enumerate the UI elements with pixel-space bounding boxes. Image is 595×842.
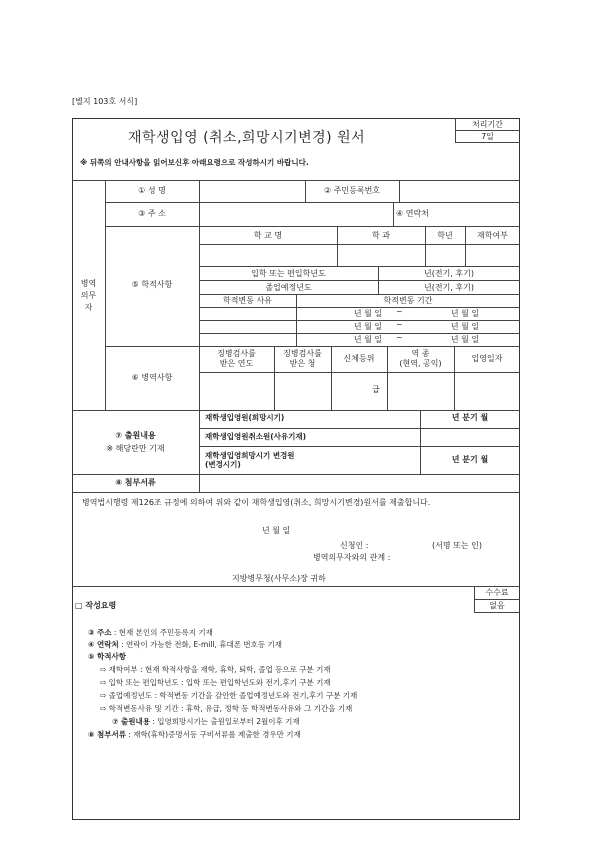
side-label-military-duty: 병역 의무 자 (80, 279, 97, 312)
contact-field[interactable] (440, 203, 519, 225)
cancel-reason-field[interactable] (421, 429, 519, 445)
enlistment-date-header: 입영일자 (471, 354, 503, 363)
application-row-label: 재학생입영원취소원(사유기재) (205, 432, 307, 441)
service-type-field[interactable] (388, 373, 453, 409)
attachments-field[interactable] (200, 475, 519, 491)
period-row-from[interactable]: 년 월 일 (353, 335, 383, 344)
period-row-from[interactable]: 년 월 일 (353, 309, 383, 318)
attachments-label: ⑧ 첨부서류 (115, 478, 156, 487)
exam-year-header: 징병검사를 받은 연도 (217, 349, 256, 368)
grade-field[interactable] (426, 245, 464, 265)
admission-year-label: 입학 또는 편입학년도 (251, 269, 326, 278)
name-label: ① 성 명 (138, 186, 166, 195)
period-row-from[interactable]: 년 월 일 (353, 322, 383, 331)
notice-text: ※ 뒤쪽의 안내사항을 읽어보신후 아래요령으로 작성하시기 바랍니다. (80, 158, 309, 167)
guide-item: ③ 주소 : 현재 본인의 주민등록지 기재 (88, 628, 213, 637)
resident-number-label: ② 주민등록번호 (323, 186, 381, 195)
period-row-to[interactable]: 년 월 일 (450, 309, 480, 318)
guide-item: ⇨ 재학여부 : 현재 학적사항을 재학, 휴학, 퇴학, 졸업 등으로 구분 기재 (100, 665, 331, 674)
date-line[interactable]: 년 월 일 (262, 526, 291, 535)
signature-note[interactable]: (서명 또는 인) (432, 541, 482, 550)
department-field[interactable] (338, 245, 424, 265)
school-name-header: 학 교 명 (253, 231, 283, 240)
declaration-text: 병역법시행령 제126조 규정에 의하여 위와 같이 재학생입영(취소, 희망시기변경)원서를 제출합니다. (82, 498, 431, 507)
application-row-value[interactable]: 년 분기 월 (451, 455, 489, 464)
period-row-to[interactable]: 년 월 일 (450, 322, 480, 331)
guide-item: ④ 연락처 : 연락이 가능한 전화, E-mill, 휴대폰 번호등 기재 (88, 640, 282, 649)
application-note: ※ 해당란만 기재 (106, 444, 165, 453)
exam-year-field[interactable] (200, 373, 273, 409)
guide-item: ⇨ 입학 또는 편입학년도 : 입학 또는 편입학년도와 전기,후기 구분 기재 (100, 678, 331, 687)
department-header: 학 과 (372, 231, 390, 240)
application-row-label: 재학생입영원(희망시기) (205, 413, 285, 422)
form-title: 재학생입영 (취소,희망시기변경) 원서 (128, 130, 366, 146)
resident-number-field[interactable] (400, 181, 519, 201)
service-type-header: 역 종 (현역, 공익) (399, 349, 442, 368)
addressee: 지방병무청(사무소)장 귀하 (232, 574, 326, 583)
admission-year-value[interactable]: 년(전기, 후기) (424, 269, 474, 278)
change-reason-label: 학적변동 사유 (223, 296, 272, 305)
grade-header: 학년 (437, 231, 453, 240)
physical-grade-header: 신체등위 (343, 354, 375, 363)
exam-office-header: 징병검사를 받은 청 (283, 349, 322, 368)
applicant-label: 신청인 : (340, 541, 369, 550)
enlistment-date-field[interactable] (455, 373, 519, 409)
name-field[interactable] (200, 181, 304, 201)
physical-grade-field[interactable]: 급 (372, 385, 380, 394)
address-field[interactable] (200, 203, 392, 225)
change-period-label: 학적변동 기간 (383, 296, 433, 305)
enrollment-status-header: 재학여부 (477, 231, 508, 240)
guide-item: ⇨ 졸업예정년도 : 학적변동 기간을 감안한 졸업예정년도와 전기,후기 구분 기재 (100, 691, 358, 700)
application-row-value[interactable]: 년 분기 월 (451, 413, 489, 422)
form-number-label: [별지 103호 서식] (72, 97, 138, 106)
fee-value: 없음 (489, 601, 505, 610)
guide-item: ⑤ 학적사항 (88, 652, 126, 661)
contact-label: ④ 연락처 (396, 209, 429, 218)
guide-item: ⑧ 첨부서류 : 재학(휴학)증명서등 구비서류를 제출한 경우만 기재 (88, 730, 301, 739)
address-label: ③ 주 소 (138, 209, 166, 218)
guide-item: ⑦ 출원내용 : 입영희망시기는 출원일로부터 2월이후 기재 (112, 717, 300, 726)
fee-label: 수수료 (485, 588, 509, 597)
graduation-year-value[interactable]: 년(전기, 후기) (424, 283, 474, 292)
exam-office-field[interactable] (275, 373, 330, 409)
enrollment-status-field[interactable] (466, 245, 519, 265)
guide-item: ⇨ 학적변동사유 및 기간 : 휴학, 유급, 정학 등 학적변동사유와 그 기간을 기재 (100, 704, 353, 713)
period-row-sep: ~ (396, 333, 403, 342)
military-label: ⑥ 병역사항 (131, 373, 173, 382)
application-row-label: 재학생입영희망시기 변경원 (변경시기) (205, 451, 295, 469)
school-name-field[interactable] (200, 245, 336, 265)
period-row-to[interactable]: 년 월 일 (450, 335, 480, 344)
relation-label: 병역의무자와의 관계 : (313, 553, 391, 562)
graduation-year-label: 졸업예정년도 (265, 283, 312, 292)
period-row-sep: ~ (396, 307, 403, 316)
academic-label: ⑤ 학적사항 (131, 280, 173, 289)
processing-period-label: 처리기간 (472, 120, 503, 129)
processing-period-value: 7일 (481, 132, 494, 141)
application-label: ⑦ 출원내용 (115, 431, 156, 440)
guide-title: □ 작성요령 (75, 601, 117, 610)
period-row-sep: ~ (396, 320, 403, 329)
change-reason-field[interactable] (200, 308, 295, 345)
